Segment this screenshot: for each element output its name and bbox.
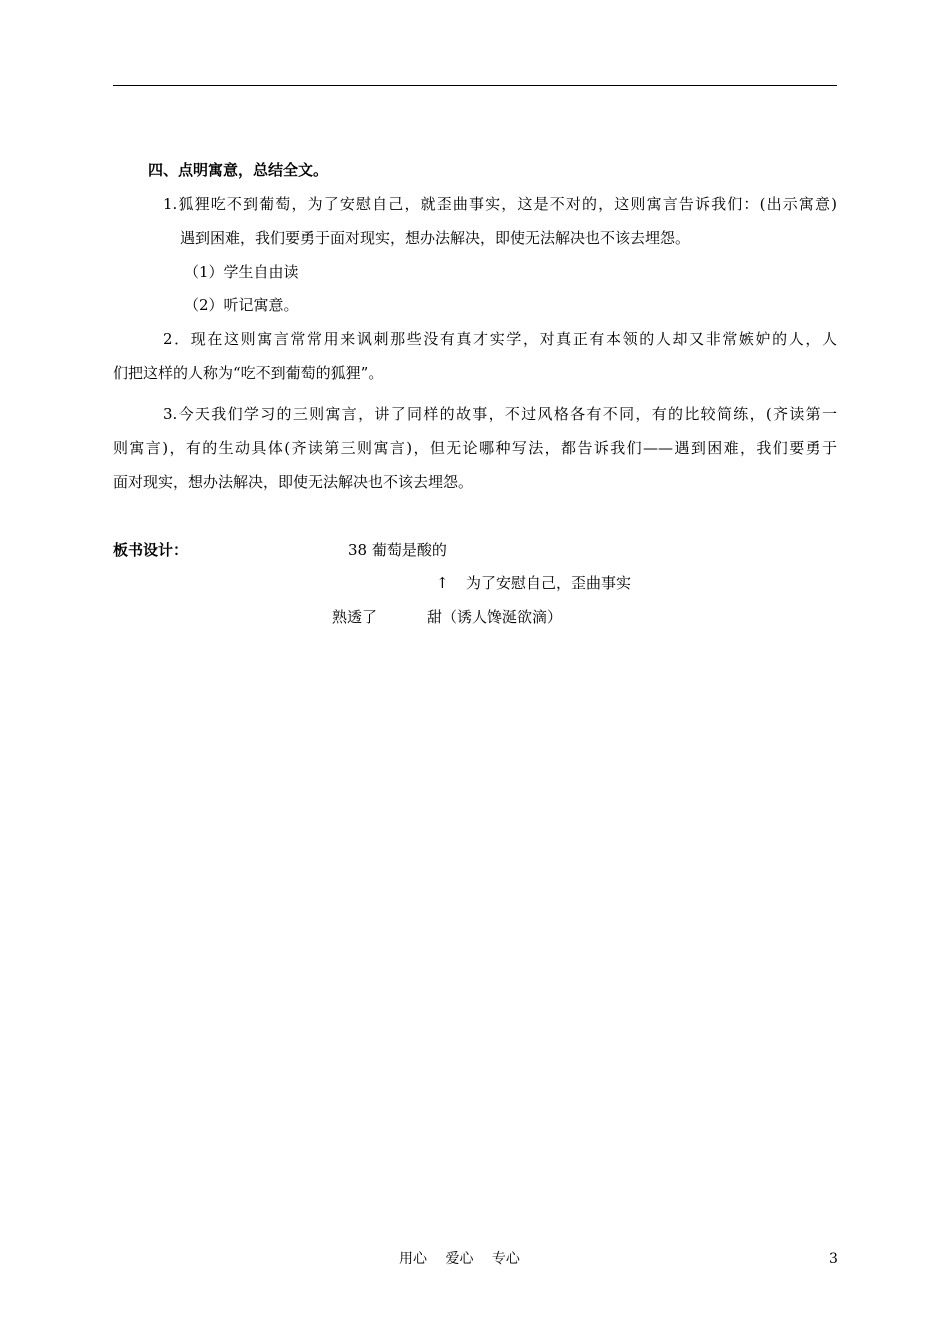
paragraph-2-line-1: 2．现在这则寓言常常用来讽刺那些没有真才实学，对真正有本领的人却又非常嫉妒的人，人 bbox=[163, 330, 837, 348]
sub-item-2: （2）听记寓意。 bbox=[184, 296, 299, 314]
footer-motto: 用心 爱心 专心 bbox=[399, 1251, 520, 1267]
arrow-up-icon: ↑ bbox=[436, 574, 449, 592]
board-design-label: 板书设计： bbox=[113, 541, 189, 559]
paragraph-1-line-1: 1.狐狸吃不到葡萄，为了安慰自己，就歪曲事实，这是不对的，这则寓言告诉我们：(出示寓意) bbox=[163, 195, 837, 213]
paragraph-3-line-2: 则寓言)，有的生动具体(齐读第三则寓言)，但无论哪种写法，都告诉我们——遇到困难，我们要勇于 bbox=[113, 439, 837, 457]
board-bottom-right: 甜（诱人馋涎欲滴） bbox=[427, 608, 563, 626]
sub-item-1: （1）学生自由读 bbox=[184, 263, 299, 281]
paragraph-1-line-2: 遇到困难，我们要勇于面对现实，想办法解决，即使无法解决也不该去埋怨。 bbox=[180, 229, 691, 247]
board-title: 38 葡萄是酸的 bbox=[348, 541, 447, 559]
paragraph-2-line-2: 们把这样的人称为“吃不到葡萄的狐狸”。 bbox=[113, 364, 384, 382]
section-heading: 四、点明寓意，总结全文。 bbox=[148, 161, 329, 179]
board-reason: 为了安慰自己，歪曲事实 bbox=[466, 574, 632, 592]
paragraph-3-line-3: 面对现实，想办法解决，即使无法解决也不该去埋怨。 bbox=[113, 473, 474, 491]
page-number: 3 bbox=[829, 1251, 838, 1267]
paragraph-3-line-1: 3.今天我们学习的三则寓言，讲了同样的故事，不过风格各有不同，有的比较简练，(齐读第一 bbox=[163, 405, 837, 423]
board-bottom-left: 熟透了 bbox=[332, 608, 378, 626]
header-rule bbox=[113, 85, 837, 86]
